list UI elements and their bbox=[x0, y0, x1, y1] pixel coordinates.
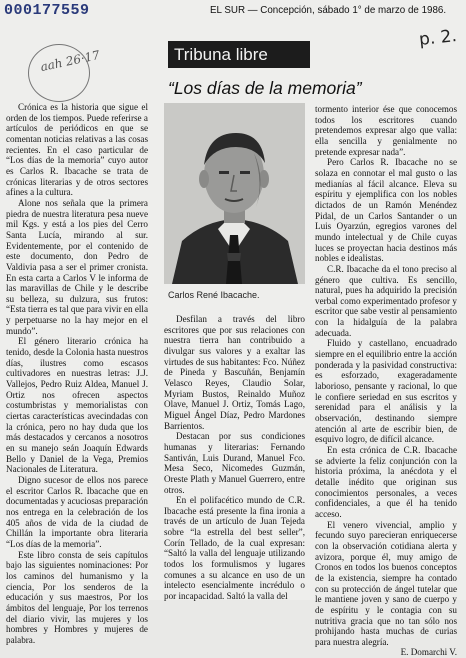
paragraph: Este libro consta de seis capítulos bajo las siguientes nominaciones: Por los caminos del humanismo y la ciencia, Por los senderos de la educación y sus maestros, Por los ámbitos del lenguaje, Por los terrenos del diario vivir, las mujeres y los hombres y Hombres y mujeres de palabra. bbox=[6, 549, 148, 645]
paragraph: C.R. Ibacache da el tono preciso al género que cultiva. Es sencillo, natural, pues ha adquirido la precisión verbal como experimentado profesor y escritor que sabe vestir al pensamiento con la hidalguía de la palabra adecuada. bbox=[315, 263, 457, 338]
article-column-2 bbox=[164, 314, 305, 602]
archive-number: 000177559 bbox=[4, 2, 90, 19]
masthead: EL SUR — Concepción, sábado 1° de marzo de 1986. bbox=[210, 5, 447, 16]
paragraph: Desfilan a través del libro escritores que por sus relaciones con nuestra tierra han contribuido a divulgar sus valores y a exaltar las virtudes de sus habitantes: Fco. Núñez de Pineda y Bascuñán, Benjamín Velasco Reyes, Claudio Solar, Myriam Bustos, Reinaldo Muñoz Olave, Manuel J. Ortiz, Tomás Lago, Miguel Ángel Díaz, Pedro Mardones Barrientos. bbox=[164, 314, 305, 431]
paragraph: Alone nos señala que la primera piedra de nuestra literatura pesa nueve mil Kgs. y está a los pies del Cerro Santa Lucía, mirando al sur. Evidentemente, por el contenido de este documento, don Pedro de Valdivia pasa a ser el primer cronista. En esta carta a Carlos V le informa de las maravillas de Chile y le describe su belleza, su dulzura, sus frutos: “Esta tierra es tal que para vivir en ella y perpetuarse no la hay mejor en el mundo”. bbox=[6, 197, 148, 336]
handwritten-note: aah 26·17 bbox=[39, 47, 102, 75]
paragraph: Fluido y castellano, encuadrado siempre en el equilibrio entre la acción ponderada y la pasividad constructiva: es esforzado, exageradamente laborioso, pensante y racional, lo que le confiere seriedad en sus escritos y serenidad para el análisis y la observación, destinando siempre atención al arte de escribir bien, de esquivo logro, de difícil alcance. bbox=[315, 338, 457, 445]
paragraph: tormento interior ése que conocemos todos los escritores cuando pretendemos expresar algo que valla: ella sencilla y genialmente no pretende expresar nada”. bbox=[315, 104, 457, 157]
paragraph: El género literario crónica ha tenido, desde la Colonia hasta nuestros días, ilustres como escasos cultivadores en nuestras letras: J.J. Vallejos, Pedro Ruiz Aldea, Manuel J. Ortiz nos ofrecen aspectos costumbristas y memorialistas con ciertas características avecindadas con la crónica, pero no hay duda que los más destacados y cercanos a nosotros en su manejo seán Joaquín Edwards Bello y Daniel de la Vega, Premios Nacionales de Literatura. bbox=[6, 336, 148, 475]
photo-caption: Carlos René Ibacache. bbox=[168, 290, 260, 300]
article-column-3 bbox=[315, 104, 457, 658]
portrait-illustration bbox=[164, 103, 305, 284]
paragraph: Pero Carlos R. Ibacache no se solaza en connotar el mal gusto o las medianías al fácil alcance. Eleva su espíritu y ejemplifica con los nobles dictados de un Ramón Menéndez Pidal, de un Carlos Santander o un Luis Oyarzún, egregios varones del mundo intelectual y de Chile cuyas luces se proyectan hacia destinos más nobles e idealistas. bbox=[315, 157, 457, 264]
article-title: “Los días de la memoria” bbox=[168, 78, 362, 98]
handwritten-page-mark: p. 2. bbox=[418, 26, 458, 50]
paragraph: En esta crónica de C.R. Ibacache se advierte la feliz conjunción con la historia próxima, la anécdota y el detalle inédito que originan sus conocimientos personales, a veces confidenciales, a que él ha tenido acceso. bbox=[315, 445, 457, 519]
paragraph: Destacan por sus condiciones humanas y literarias: Fernando Santiván, Luis Durand, Manuel Fco. Mesa Seco, Nicomedes Guzmán, Oreste Plath y Manuel Guerrero, entre otros. bbox=[164, 431, 305, 495]
article-column-1 bbox=[6, 102, 148, 645]
paragraph: En el polifacético mundo de C.R. Ibacache está presente la fina ironia a través de un artículo de Juan Tejeda sobre “la estrella del best seller”, Corín Tellado, de la cual expresan: “Saltó la valla del lenguaje utilizando todos los formulismos y lugares comunes a su alcance en uso de un intelecto esencialmente incrédulo o por incapacidad. Saltó la valla del bbox=[164, 495, 305, 602]
paragraph: El venero vivencial, amplio y fecundo suyo parecieran enriquecerse con la observación cotidiana alerta y avizora, porque él, muy amigo de Cronos en todos los buenos conceptos de la existencia, siempre ha contado con su protección de ángel tutelar que le mantiene joven y sano de cuerpo y de espíritu y le contagia con su nutritiva gracia que no tan sólo nos prohijando hasta muchas de curias para nuestra alegría. bbox=[315, 519, 457, 647]
author-photo bbox=[164, 103, 305, 284]
author-signature: E. Domarchi V. bbox=[400, 647, 457, 658]
paragraph: Crónica es la historia que sigue el orden de los tiempos. Puede referirse a artículos de periódicos en que se comentan noticias relativas a las cosas recientes. En el caso particular de “Los días de la memoria” cuyo autor es Carlos R. Ibacache se trata de crónicas literarias y de otros sectores afines a la cultura. bbox=[6, 102, 148, 198]
section-label: Tribuna libre bbox=[168, 41, 310, 68]
paragraph: Digno sucesor de ellos nos parece el escritor Carlos R. Ibacache que en documentadas y acuciosas preparación nos entrega en la celebración de los 405 años de vida de la ciudad de Chillán la importante obra literaria “Los días de la memoria”. bbox=[6, 474, 148, 549]
